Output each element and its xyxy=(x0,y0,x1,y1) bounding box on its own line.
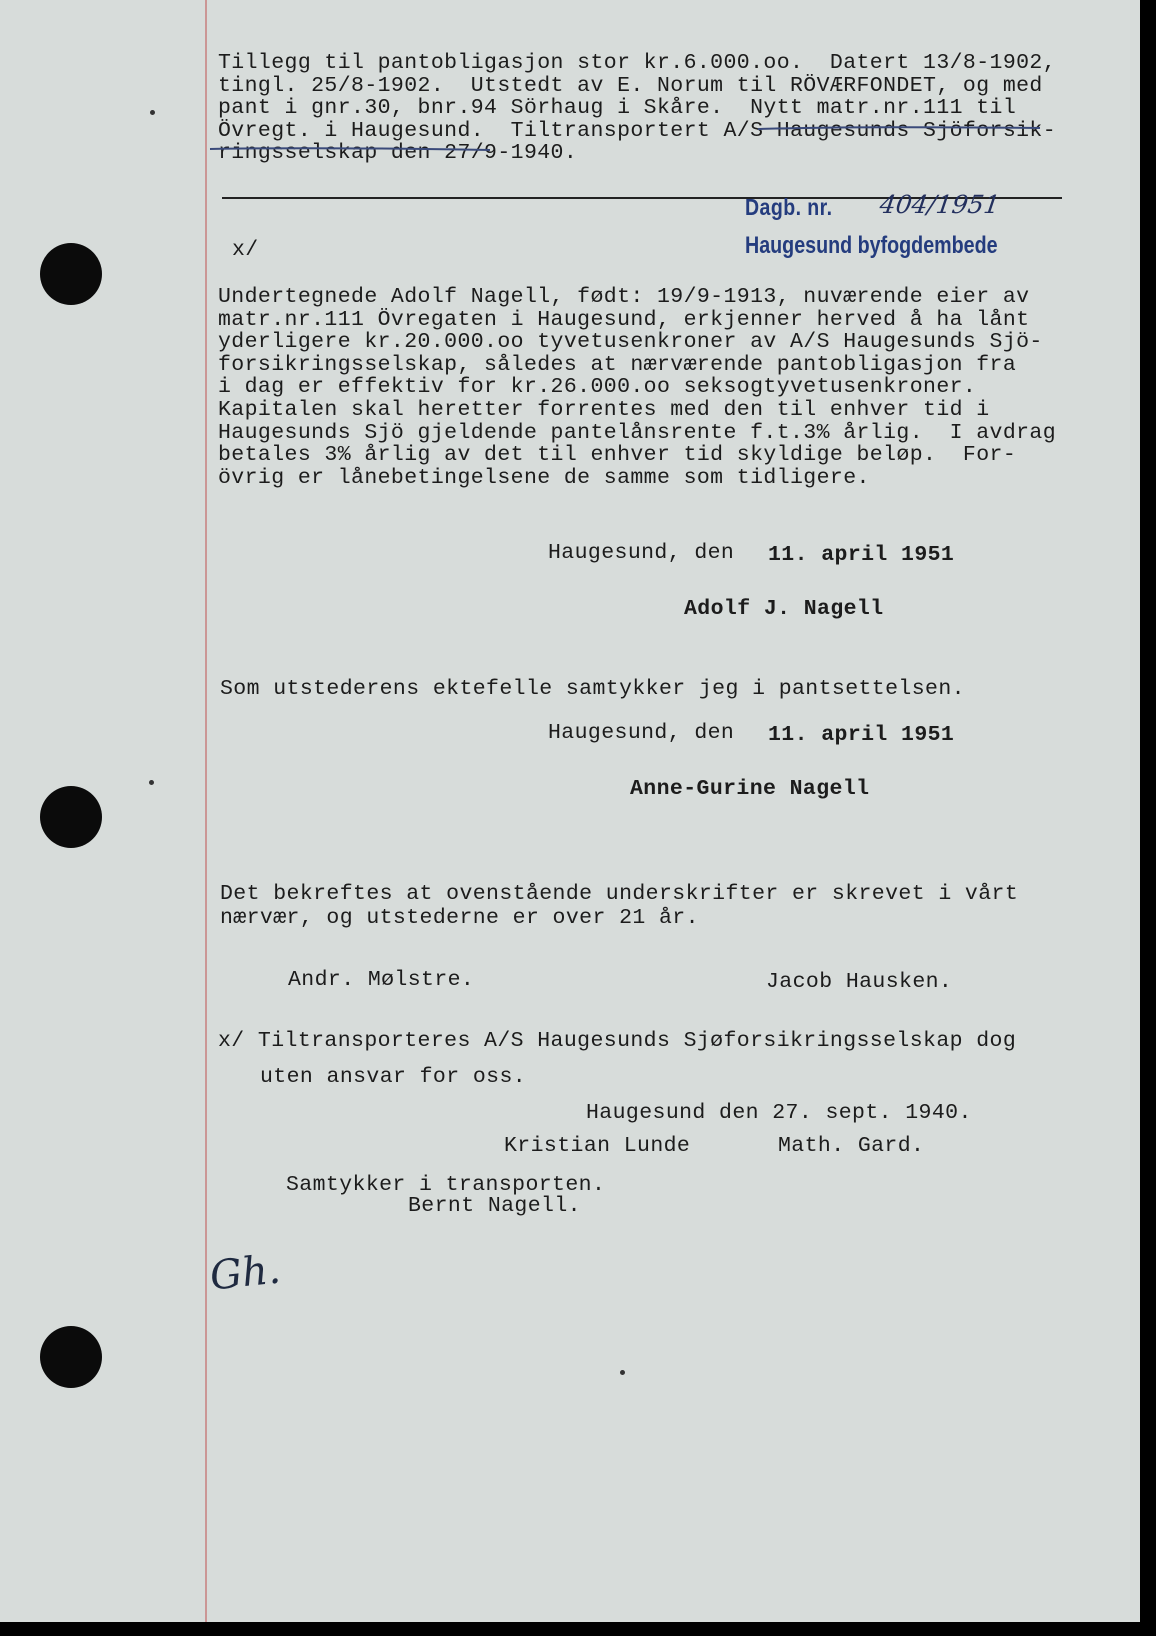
speck xyxy=(149,780,154,785)
transfer-line-2: uten ansvar for oss. xyxy=(260,1065,527,1089)
journal-stamp-label: Dagb. nr. xyxy=(745,194,833,220)
witness-left: Andr. Mølstre. xyxy=(288,968,475,992)
date-prefix-2: Haugesund, den xyxy=(548,721,735,745)
date-1: 11. april 1951 xyxy=(768,543,955,567)
speck xyxy=(620,1370,625,1375)
witness-right: Jacob Hausken. xyxy=(766,970,953,994)
handwritten-initials: Gh. xyxy=(207,1246,283,1300)
office-stamp: Haugesund byfogdembede xyxy=(745,232,998,259)
consent-signer: Bernt Nagell. xyxy=(408,1194,581,1218)
signature-2: Anne-Gurine Nagell xyxy=(630,777,870,801)
punch-hole xyxy=(40,1326,102,1388)
main-paragraph: Undertegnede Adolf Nagell, født: 19/9-1913, nuværende eier av matr.nr.111 Övregaten i Haugesund, erkjenner herved å ha lånt yderligere kr.20.000.oo tyvetusenkroner av A/S Haugesunds Sjö- forsikringsselskap, således at nærværende pantobligasjon fra i dag er effektiv for kr.26.000.oo seksogtyvetusenkroner. Kapitalen skal heretter forrentes med den til enhver tid i Haugesunds Sjö gjeldende pantelånsrente f.t.3% årlig. I avdrag betales 3% årlig av det til enhver tid skyldige beløp. For- övrig er lånebetingelsene de samme som tidligere. xyxy=(218,285,1057,490)
punch-hole xyxy=(40,786,102,848)
transport-consent: Samtykker i transporten. xyxy=(286,1173,606,1197)
witness-paragraph: Det bekreftes at ovenstående underskrifter er skrevet i vårt nærvær, og utstederne er over 21 år. xyxy=(220,882,1019,930)
transfer-date: Haugesund den 27. sept. 1940. xyxy=(586,1101,972,1125)
signature-1: Adolf J. Nagell xyxy=(684,597,884,621)
transfer-signer-left: Kristian Lunde xyxy=(504,1134,691,1158)
journal-number: 404/1951 xyxy=(877,190,1002,219)
date-prefix-1: Haugesund, den xyxy=(548,541,735,565)
consent-line: Som utstederens ektefelle samtykker jeg i pantsettelsen. xyxy=(220,677,965,701)
top-paragraph: Tillegg til pantobligasjon stor kr.6.000.oo. Datert 13/8-1902, tingl. 25/8-1902. Utstedt av E. Norum til RÖVÆRFONDET, og med pant i gnr.30, bnr.94 Sörhaug i Skåre. Nytt matr.nr.111 til Övregt. i Haugesund. Tiltransportert A/S Haugesunds Sjöforsik- ringsselskap den 27/9-1940. xyxy=(218,51,1057,166)
date-2: 11. april 1951 xyxy=(768,723,955,747)
transfer-line-1: x/ Tiltransporteres A/S Haugesunds Sjøforsikringsselskap dog xyxy=(218,1029,1017,1053)
underline-marks xyxy=(0,0,1140,260)
mark-x: x/ xyxy=(232,238,259,262)
speck xyxy=(150,110,155,115)
transfer-signer-right: Math. Gard. xyxy=(778,1134,925,1158)
